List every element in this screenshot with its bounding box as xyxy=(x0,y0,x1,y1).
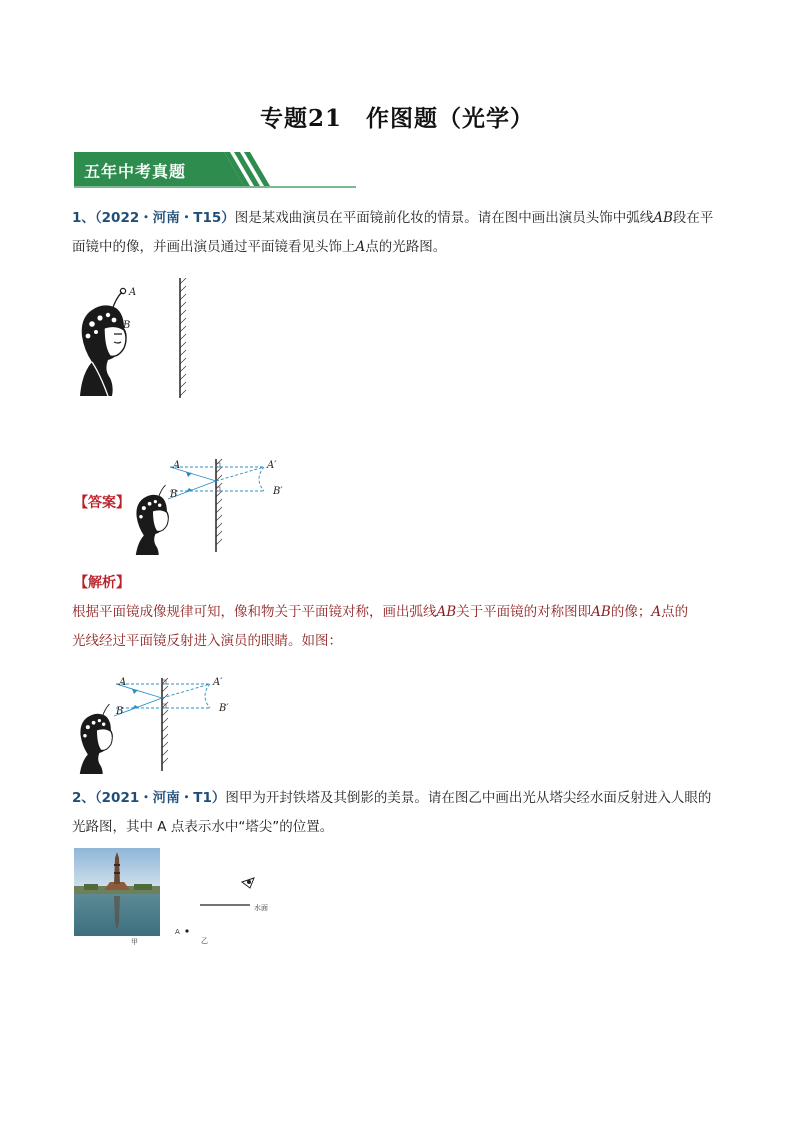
analysis-text-part: 关于平面镜的对称图即 xyxy=(456,604,592,620)
figure-analysis-diagram xyxy=(72,674,242,774)
analysis-text xyxy=(72,598,732,656)
eye-icon xyxy=(242,878,254,888)
label-yi: 乙 xyxy=(201,937,208,945)
question-number: 2、 xyxy=(72,790,95,806)
question-text: 面镜中的像，并画出演员通过平面镜看见头饰上 xyxy=(72,239,356,255)
actor-head-icon xyxy=(79,704,113,774)
photo-iron-tower xyxy=(74,848,160,936)
plane-mirror xyxy=(162,678,168,771)
question-text: 图是某戏曲演员在平面镜前化妆的情景。请在图中画出演员头饰中弧线 xyxy=(234,210,654,226)
label-A-image: A′ xyxy=(267,460,277,471)
source-close: ） xyxy=(211,790,226,806)
label-jia: 甲 xyxy=(131,938,138,946)
label-B-image: B′ xyxy=(273,486,283,497)
arc-label: AB xyxy=(591,604,611,620)
actor-head-icon xyxy=(80,288,127,396)
analysis-label: 【解析】 xyxy=(74,575,130,591)
source-open: （ xyxy=(94,790,102,806)
analysis-line-2: 光线经过平面镜反射进入演员的眼睛。如图： xyxy=(72,633,342,649)
point-label: A xyxy=(355,239,366,255)
analysis-text-part: 的像； xyxy=(610,604,652,620)
label-B-image: B′ xyxy=(219,703,229,714)
label-A: A xyxy=(173,460,181,471)
label-A: A xyxy=(119,677,127,688)
question-2-line-2: 光路图，其中 A 点表示水中“塔尖”的位置。 xyxy=(72,819,334,835)
analysis-text-part: 点的 xyxy=(661,604,689,620)
section-banner xyxy=(74,150,356,190)
page-title: 专题21 作图题（光学） xyxy=(259,105,534,132)
question-text: 段在平 xyxy=(672,210,714,226)
question-text: 点的光路图。 xyxy=(365,239,447,255)
label-water: 水面 xyxy=(254,904,268,912)
question-number: 1、 xyxy=(72,210,95,226)
analysis-text-part: 根据平面镜成像规律可知，像和物关于平面镜对称，画出弧线 xyxy=(72,604,437,620)
question-text: 图甲为开封铁塔及其倒影的美景。请在图乙中画出光从塔尖经水面反射进入人眼的 xyxy=(225,790,712,806)
figure-water-surface xyxy=(170,870,280,948)
banner-label: 五年中考真题 xyxy=(84,162,187,181)
arc-label: AB xyxy=(436,604,457,620)
point-label: A xyxy=(651,604,662,620)
label-point-A: A xyxy=(175,928,180,936)
figure-answer-diagram xyxy=(124,455,294,555)
question-2 xyxy=(72,784,732,842)
plane-mirror xyxy=(216,459,222,552)
analysis-line-1 xyxy=(72,598,732,627)
answer-label: 【答案】 xyxy=(74,495,130,511)
point-A-marker xyxy=(185,929,188,932)
actor-head-icon xyxy=(135,485,169,555)
question-1 xyxy=(72,204,732,262)
source-open: （ xyxy=(94,210,102,226)
arc-label: AB xyxy=(653,210,673,226)
question-1-line-2 xyxy=(72,233,732,262)
label-B: B xyxy=(116,706,124,717)
label-B: B xyxy=(123,320,131,331)
label-A: A xyxy=(129,287,137,298)
label-A-image: A′ xyxy=(213,677,223,688)
question-2-line-1 xyxy=(72,784,732,813)
plane-mirror xyxy=(180,278,186,398)
question-source: 2022・河南・T15 xyxy=(101,210,222,226)
question-source: 2021・河南・T1 xyxy=(101,790,212,806)
source-close: ） xyxy=(221,210,235,226)
figure-1-mirror-question xyxy=(70,278,210,400)
question-1-line-1 xyxy=(72,204,732,233)
label-B: B xyxy=(170,489,178,500)
